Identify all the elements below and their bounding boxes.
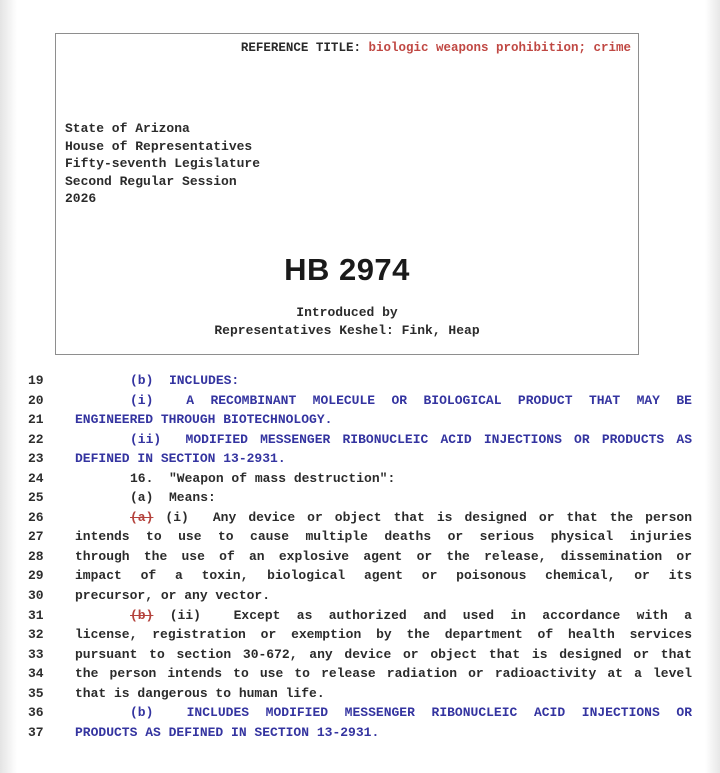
text-segment: the person intends to use to release radiation or radioactivity at a level (75, 666, 692, 682)
text-segment: (b) INCLUDES MODIFIED MESSENGER RIBONUCLEIC ACID INJECTIONS OR (130, 705, 692, 721)
line-number: 36 (28, 705, 44, 721)
line-text (75, 664, 692, 684)
document-line (28, 430, 692, 450)
document-line (28, 566, 692, 586)
line-number: 34 (28, 666, 44, 682)
document-line (28, 586, 692, 606)
line-text (75, 527, 692, 547)
document-line (28, 547, 692, 567)
text-segment: (i) Any device or object that is designed or that the person (153, 509, 692, 525)
document-line (28, 625, 692, 645)
bill-header-box (55, 33, 639, 355)
line-number: 29 (28, 568, 44, 584)
document-line (28, 703, 692, 723)
legislature-info-line: Second Regular Session (65, 173, 237, 189)
bill-number: HB 2974 (284, 252, 410, 287)
text-segment: (ii) Except as authorized and used in accordance with a (153, 607, 692, 623)
text-segment: 16. "Weapon of mass destruction": (130, 470, 396, 486)
document-line (28, 645, 692, 665)
line-text (75, 723, 692, 743)
line-number: 24 (28, 470, 44, 486)
text-segment: precursor, or any vector. (75, 588, 271, 604)
line-number: 33 (28, 646, 44, 662)
line-number: 19 (28, 373, 44, 388)
line-text (75, 625, 692, 645)
line-text (75, 488, 692, 508)
reference-title: biologic weapons prohibition; crime (368, 41, 631, 55)
text-segment: (b) INCLUDES: (130, 373, 240, 388)
document-line (28, 664, 692, 684)
line-text (75, 684, 692, 704)
document-line (28, 371, 692, 391)
document-line (28, 606, 692, 626)
reference-label: REFERENCE TITLE: (240, 41, 369, 55)
line-number: 32 (28, 627, 44, 643)
legislature-info-line: State of Arizona (65, 121, 190, 136)
line-number: 31 (28, 607, 44, 623)
line-number: 26 (28, 509, 44, 525)
page-edge-shadow-right (705, 0, 720, 773)
text-segment: through the use of an explosive agent or the release, dissemination or (75, 548, 692, 564)
line-text (75, 566, 692, 586)
line-text (75, 508, 692, 528)
text-segment: license, registration or exemption by the department of health services (75, 627, 692, 643)
legislature-info-line: House of Representatives (65, 138, 253, 154)
line-number: 20 (28, 392, 44, 408)
introduced-by-label: Introduced by (296, 305, 398, 320)
line-number: 35 (28, 685, 44, 701)
line-text (75, 430, 692, 450)
document-line (28, 723, 692, 743)
line-number: 37 (28, 724, 44, 740)
line-text (75, 645, 692, 665)
legislature-info (65, 120, 260, 208)
text-segment: (i) A RECOMBINANT MOLECULE OR BIOLOGICAL PRODUCT THAT MAY BE (130, 392, 692, 408)
text-segment: impact of a toxin, biological agent or poisonous chemical, or its (75, 568, 692, 584)
document-line (28, 488, 692, 508)
line-text (75, 469, 692, 489)
reference-title-line (241, 41, 631, 55)
line-text (75, 449, 692, 469)
page-edge-shadow-left (0, 0, 17, 773)
document-line (28, 469, 692, 489)
document-line (28, 684, 692, 704)
line-text (75, 606, 692, 626)
legislature-info-line: 2026 (65, 191, 97, 207)
line-text (75, 547, 692, 567)
line-text (75, 410, 692, 430)
text-segment: ENGINEERED THROUGH BIOTECHNOLOGY. (75, 412, 333, 428)
document-line (28, 391, 692, 411)
text-segment: pursuant to section 30-672, any device or object that is designed or that (75, 646, 692, 662)
text-segment: intends to use to cause multiple deaths or serious physical injuries (75, 529, 692, 545)
line-number: 23 (28, 451, 44, 467)
document-line (28, 410, 692, 430)
line-number: 25 (28, 490, 44, 506)
document-line (28, 527, 692, 547)
text-segment: PRODUCTS AS DEFINED IN SECTION 13-2931. (75, 724, 380, 740)
text-segment: (a) Means: (130, 490, 216, 506)
text-segment: DEFINED IN SECTION 13-2931. (75, 451, 286, 467)
line-number: 30 (28, 588, 44, 604)
bill-text-body (28, 371, 692, 742)
line-text (75, 371, 692, 391)
text-segment: that is dangerous to human life. (75, 685, 325, 701)
line-text (75, 391, 692, 411)
line-text (75, 586, 692, 606)
line-number: 28 (28, 548, 44, 564)
stricken-text: (a) (130, 509, 154, 525)
legislature-info-line: Fifty-seventh Legislature (65, 156, 261, 172)
line-number: 27 (28, 529, 44, 545)
document-line (28, 508, 692, 528)
text-segment: (ii) MODIFIED MESSENGER RIBONUCLEIC ACID INJECTIONS OR PRODUCTS AS (130, 431, 692, 447)
document-line (28, 449, 692, 469)
stricken-text: (b) (130, 607, 154, 623)
sponsors-line: Representatives Keshel: Fink, Heap (214, 323, 480, 338)
line-number: 22 (28, 431, 44, 447)
line-text (75, 703, 692, 723)
line-number: 21 (28, 412, 44, 428)
